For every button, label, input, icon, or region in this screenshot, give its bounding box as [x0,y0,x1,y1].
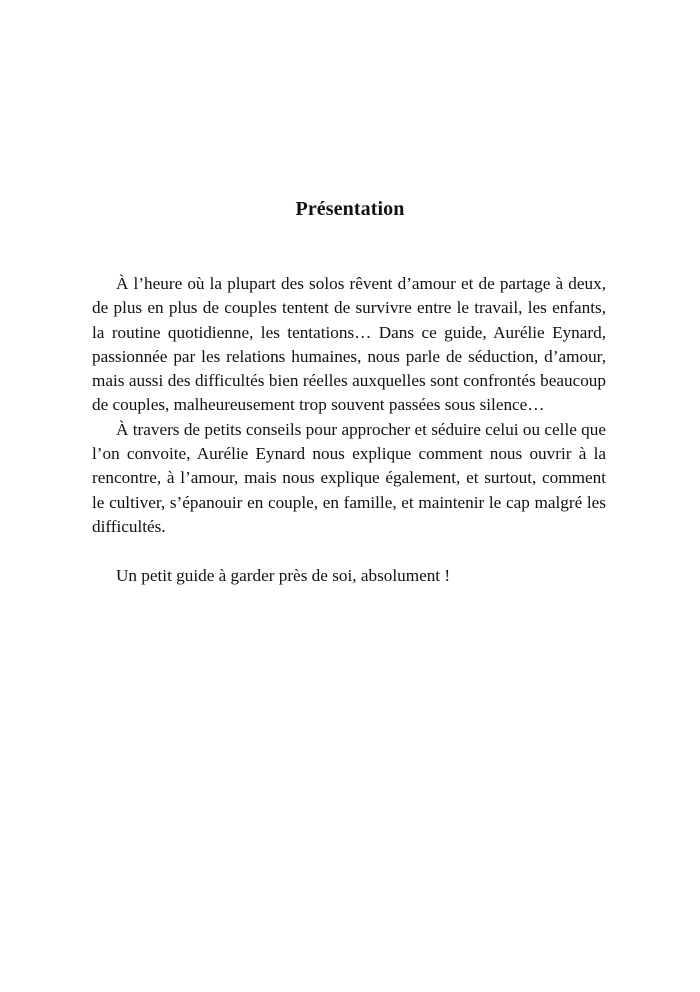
paragraph-1: À l’heure où la plupart des solos rêvent d’amour et de partage à deux, de plus en plus de couples tentent de survivre entre le travail, les enfants, la routine quotidienne, les tentations… Dans ce guide, Aurélie Eynard, passionnée par les relations humaines, nous parle de séduction, d’amour, mais aussi des difficultés bien réelles auxquelles sont confrontés beaucoup de couples, malheureusement trop souvent passées sous silence… [92,274,606,415]
paragraph-2: À travers de petits conseils pour approcher et séduire celui ou celle que l’on convoite, Aurélie Eynard nous explique comment nous ouvrir à la rencontre, à l’amour, mais nous explique également, et surtout, comment le cultiver, s’épanouir en couple, en famille, et maintenir le cap malgré les difficultés. [92,419,606,536]
presentation-text [92,272,606,588]
paragraph-3: Un petit guide à garder près de soi, absolument ! [116,565,451,585]
page-title: Présentation [295,198,405,220]
